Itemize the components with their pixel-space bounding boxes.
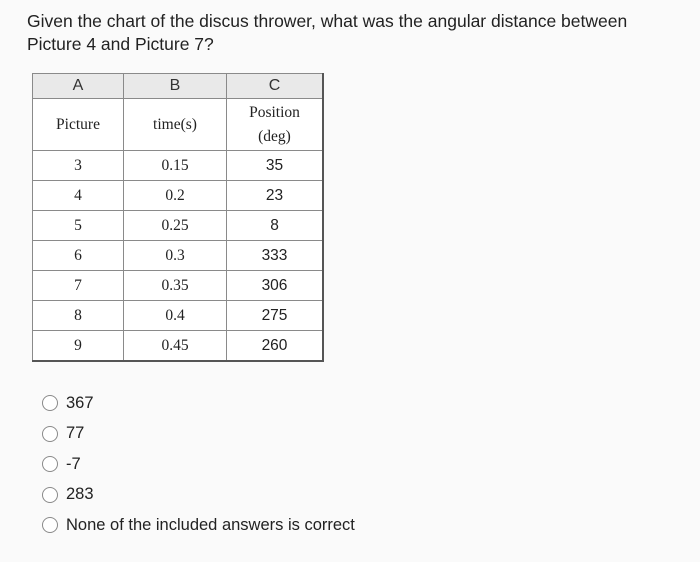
cell-picture: 7	[33, 271, 124, 301]
header-position	[227, 99, 324, 151]
cell-time: 0.15	[124, 151, 227, 181]
header-row	[33, 99, 324, 151]
radio-button[interactable]	[42, 487, 58, 503]
answer-option[interactable]	[42, 419, 355, 450]
cell-position: 333	[227, 241, 324, 271]
header-picture: Picture	[33, 99, 124, 151]
table-row	[33, 331, 324, 362]
column-letter-c: C	[227, 74, 324, 99]
radio-button[interactable]	[42, 456, 58, 472]
column-letter-row	[33, 74, 324, 99]
table-row	[33, 271, 324, 301]
cell-position: 275	[227, 301, 324, 331]
header-position-line1: Position	[249, 103, 300, 121]
answer-label: -7	[66, 454, 81, 473]
cell-position: 260	[227, 331, 324, 362]
cell-position: 306	[227, 271, 324, 301]
answer-label: 367	[66, 393, 94, 412]
cell-picture: 5	[33, 211, 124, 241]
answer-label: None of the included answers is correct	[66, 515, 355, 534]
radio-button[interactable]	[42, 517, 58, 533]
radio-button[interactable]	[42, 426, 58, 442]
cell-picture: 4	[33, 181, 124, 211]
cell-time: 0.35	[124, 271, 227, 301]
table-row	[33, 181, 324, 211]
data-table	[32, 73, 324, 362]
cell-time: 0.4	[124, 301, 227, 331]
answer-label: 283	[66, 485, 94, 504]
cell-time: 0.45	[124, 331, 227, 362]
column-letter-b: B	[124, 74, 227, 99]
cell-position: 8	[227, 211, 324, 241]
cell-position: 35	[227, 151, 324, 181]
cell-picture: 9	[33, 331, 124, 362]
cell-picture: 8	[33, 301, 124, 331]
answer-option[interactable]	[42, 449, 355, 480]
cell-time: 0.2	[124, 181, 227, 211]
answer-option[interactable]	[42, 388, 355, 419]
column-letter-a: A	[33, 74, 124, 99]
table-row	[33, 241, 324, 271]
header-position-line2: (deg)	[258, 127, 291, 145]
answer-option[interactable]	[42, 480, 355, 511]
table-row	[33, 301, 324, 331]
table-row	[33, 151, 324, 181]
cell-picture: 3	[33, 151, 124, 181]
table-row	[33, 211, 324, 241]
answer-option[interactable]	[42, 510, 355, 541]
cell-time: 0.25	[124, 211, 227, 241]
header-time: time(s)	[124, 99, 227, 151]
answer-options	[42, 388, 355, 541]
question-text: Given the chart of the discus thrower, what was the angular distance between Picture 4 and Picture 7?	[27, 11, 628, 54]
cell-picture: 6	[33, 241, 124, 271]
answer-label: 77	[66, 424, 85, 443]
radio-button[interactable]	[42, 395, 58, 411]
cell-time: 0.3	[124, 241, 227, 271]
cell-position: 23	[227, 181, 324, 211]
